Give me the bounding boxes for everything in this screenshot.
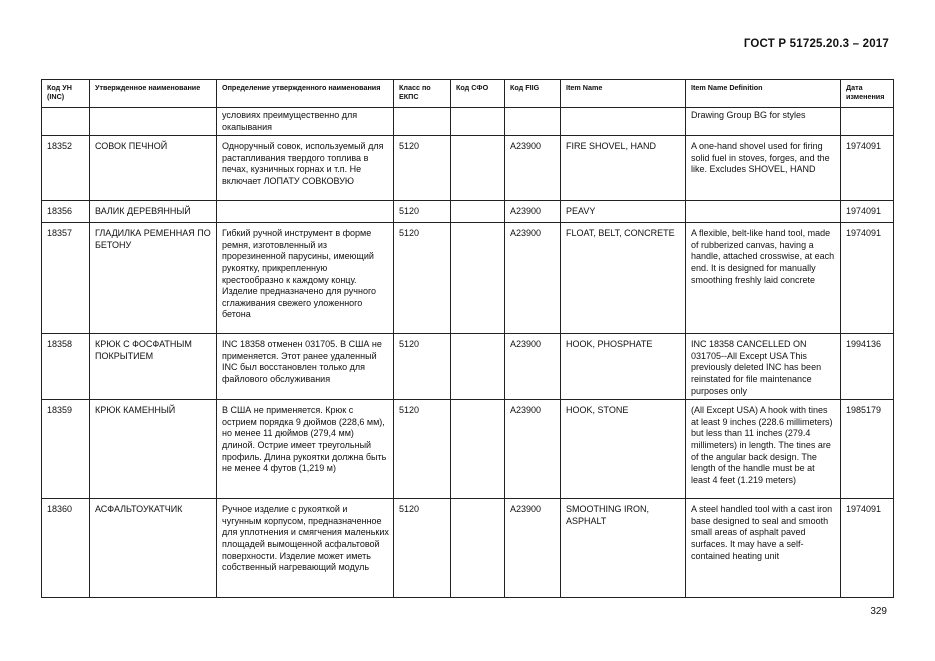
cell-item-definition (686, 201, 841, 223)
cell-definition: В США не применяется. Крюк с острием порядка 9 дюймов (228,6 мм), но менее 11 дюймов (279,4 мм) длиной. Острие имеет треугольный профиль. Длина рукоятки должна быть не менее 4 футов (1,219 м) (217, 400, 394, 499)
table-row (42, 223, 894, 334)
col-header-inc: Код УН (INC) (42, 80, 90, 108)
cell-sfo (451, 499, 505, 598)
cell-ekps: 5120 (394, 201, 451, 223)
classification-table (41, 79, 894, 598)
cell-name: ГЛАДИЛКА РЕМЕННАЯ ПО БЕТОНУ (90, 223, 217, 334)
table-row (42, 499, 894, 598)
cell-definition: INC 18358 отменен 031705. В США не применяется. Этот ранее удаленный INC был восстановлен только для файлового обслуживания (217, 334, 394, 400)
cell-sfo (451, 201, 505, 223)
cell-item-definition: INC 18358 CANCELLED ON 031705--All Except USA This previously deleted INC has been reinstated for file maintenance purposes only (686, 334, 841, 400)
table-row (42, 400, 894, 499)
cell-ekps: 5120 (394, 400, 451, 499)
cell-definition: условиях преимущественно для окапывания (217, 108, 394, 136)
cell-sfo (451, 223, 505, 334)
cell-inc: 18352 (42, 136, 90, 201)
cell-item-definition: Drawing Group BG for styles (686, 108, 841, 136)
table-row-continuation (42, 108, 894, 136)
cell-ekps (394, 108, 451, 136)
cell-date: 1974091 (841, 499, 894, 598)
col-header-sfo: Код СФО (451, 80, 505, 108)
cell-definition: Одноручный совок, используемый для растапливания твердого топлива в печах, кузничных горнах и т.п. Не включает ЛОПАТУ СОВКОВУЮ (217, 136, 394, 201)
cell-date (841, 108, 894, 136)
cell-inc: 18356 (42, 201, 90, 223)
cell-definition: Гибкий ручной инструмент в форме ремня, изготовленный из прорезиненной парусины, имеющий рукоятку, прикрепленную крестообразно к каждому концу. Изделие предназначено для ручного сглаживания свежего уложенного бетона (217, 223, 394, 334)
cell-name: СОВОК ПЕЧНОЙ (90, 136, 217, 201)
cell-inc: 18360 (42, 499, 90, 598)
cell-fiig: A23900 (505, 334, 561, 400)
cell-ekps: 5120 (394, 223, 451, 334)
cell-ekps: 5120 (394, 136, 451, 201)
cell-name (90, 108, 217, 136)
cell-sfo (451, 136, 505, 201)
col-header-date: Дата изменения (841, 80, 894, 108)
table-row (42, 136, 894, 201)
cell-date: 1974091 (841, 201, 894, 223)
cell-date: 1994136 (841, 334, 894, 400)
page-number: 329 (870, 606, 887, 617)
cell-name: КРЮК КАМЕННЫЙ (90, 400, 217, 499)
col-header-ekps: Класс по ЕКПС (394, 80, 451, 108)
col-header-definition: Определение утвержденного наименования (217, 80, 394, 108)
cell-name: КРЮК С ФОСФАТНЫМ ПОКРЫТИЕМ (90, 334, 217, 400)
cell-item-name: FLOAT, BELT, CONCRETE (561, 223, 686, 334)
cell-date: 1985179 (841, 400, 894, 499)
cell-item-name: FIRE SHOVEL, HAND (561, 136, 686, 201)
cell-item-definition: A one-hand shovel used for firing solid fuel in stoves, forges, and the like. Excludes SHOVEL, HAND (686, 136, 841, 201)
cell-fiig (505, 108, 561, 136)
cell-name: ВАЛИК ДЕРЕВЯННЫЙ (90, 201, 217, 223)
cell-sfo (451, 108, 505, 136)
col-header-fiig: Код FIIG (505, 80, 561, 108)
cell-item-definition: A flexible, belt-like hand tool, made of rubberized canvas, having a handle, attached crosswise, at each end. It is designed for manually smoothing freshly laid concrete (686, 223, 841, 334)
document-header: ГОСТ Р 51725.20.3 – 2017 (743, 38, 889, 50)
cell-sfo (451, 400, 505, 499)
cell-date: 1974091 (841, 223, 894, 334)
cell-item-definition: (All Except USA) A hook with tines at least 9 inches (228.6 millimeters) but less than 11 inches (279.4 millimeters) in length. The tines are of the angular back design. The length of the handle must be at least 4 feet (1.219 meters) (686, 400, 841, 499)
cell-item-name: PEAVY (561, 201, 686, 223)
cell-item-definition: A steel handled tool with a cast iron base designed to seal and smooth small areas of asphalt paved surfaces. It may have a self-contained heating unit (686, 499, 841, 598)
cell-fiig: A23900 (505, 499, 561, 598)
cell-inc: 18358 (42, 334, 90, 400)
cell-definition (217, 201, 394, 223)
table-header-row (42, 80, 894, 108)
cell-sfo (451, 334, 505, 400)
table-row (42, 201, 894, 223)
cell-inc: 18359 (42, 400, 90, 499)
cell-item-name: SMOOTHING IRON, ASPHALT (561, 499, 686, 598)
cell-item-name (561, 108, 686, 136)
cell-fiig: A23900 (505, 136, 561, 201)
cell-inc (42, 108, 90, 136)
cell-definition: Ручное изделие с рукояткой и чугунным корпусом, предназначенное для уплотнения и смягчения маленьких площадей вымощенной асфальтовой поверхности. Изделие может иметь собственный нагревающий модуль (217, 499, 394, 598)
cell-ekps: 5120 (394, 499, 451, 598)
cell-item-name: HOOK, STONE (561, 400, 686, 499)
cell-date: 1974091 (841, 136, 894, 201)
table-row (42, 334, 894, 400)
cell-item-name: HOOK, PHOSPHATE (561, 334, 686, 400)
cell-fiig: A23900 (505, 400, 561, 499)
col-header-name: Утвержденное наименование (90, 80, 217, 108)
cell-fiig: A23900 (505, 201, 561, 223)
col-header-item-definition: Item Name Definition (686, 80, 841, 108)
col-header-item-name: Item Name (561, 80, 686, 108)
cell-name: АСФАЛЬТОУКАТЧИК (90, 499, 217, 598)
cell-inc: 18357 (42, 223, 90, 334)
cell-ekps: 5120 (394, 334, 451, 400)
cell-fiig: A23900 (505, 223, 561, 334)
